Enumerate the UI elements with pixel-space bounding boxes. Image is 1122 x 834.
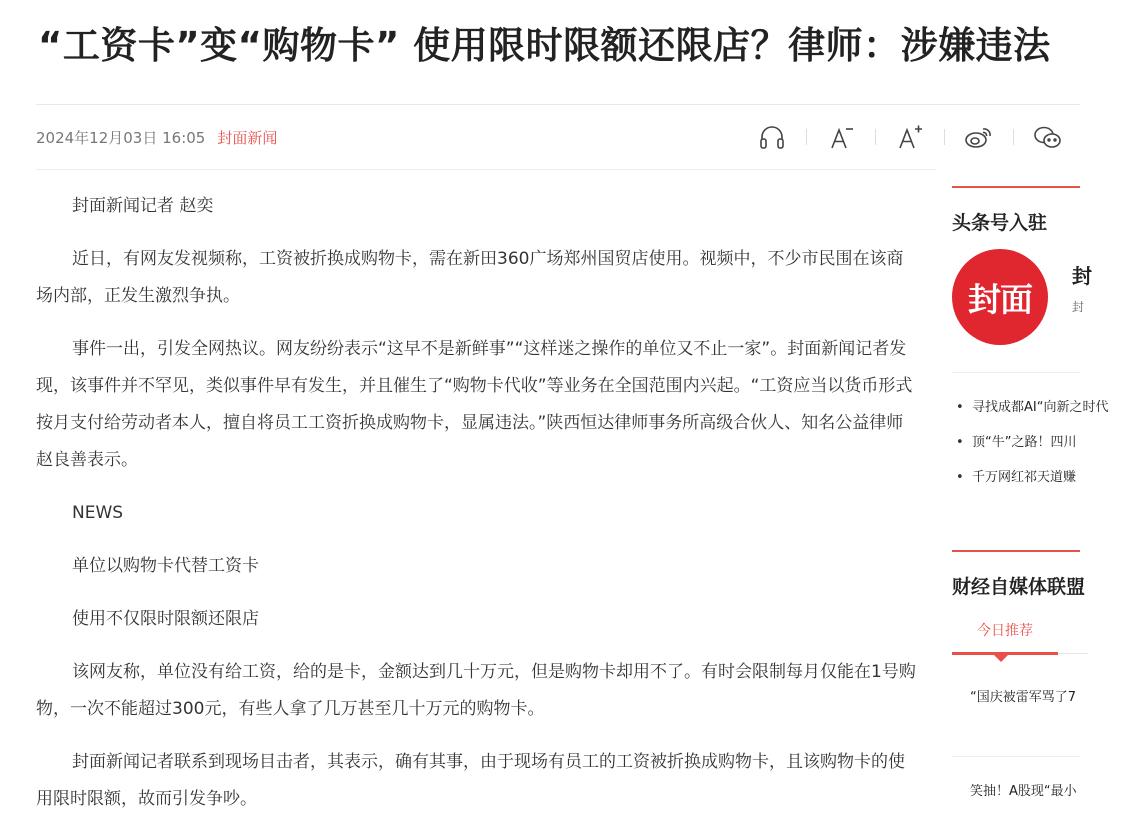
- feed-item[interactable]: 笑抽！A股现“最小: [970, 784, 1077, 799]
- headphones-icon[interactable]: [755, 120, 789, 154]
- feed-item[interactable]: “国庆被雷军骂了7: [970, 690, 1077, 705]
- article-meta: [36, 127, 277, 148]
- font-decrease-icon[interactable]: [824, 120, 858, 154]
- toolbar-separator: [944, 129, 945, 145]
- account-name[interactable]: 封: [1072, 264, 1092, 288]
- account-desc: 封: [1072, 300, 1085, 314]
- sidebar-accent-rule: [952, 550, 1080, 552]
- article-paragraph: 该网友称，单位没有给工资，给的是卡，金额达到几十万元，但是购物卡却用不了。有时会限制每月仅能在1号购物，一次不能超过300元，有些人拿了几万甚至几十万元的购物卡。: [36, 662, 916, 719]
- article-toolbar: [755, 120, 1065, 154]
- weibo-icon[interactable]: [962, 120, 996, 154]
- toolbar-separator: [875, 129, 876, 145]
- article-byline: 封面新闻记者 赵奕: [72, 196, 214, 216]
- font-increase-icon[interactable]: [893, 120, 927, 154]
- meta-divider: [36, 169, 936, 170]
- source-link[interactable]: 封面新闻: [217, 129, 278, 147]
- alliance-heading: 财经自媒体联盟: [952, 576, 1086, 598]
- news-item[interactable]: • 寻找成都AI“向新之时代: [952, 396, 1122, 420]
- section-heading: 单位以购物卡代替工资卡: [72, 556, 259, 576]
- news-item[interactable]: • 顶“牛”之路！四川: [952, 431, 1122, 455]
- toutiao-news-list: [952, 396, 1122, 501]
- title-divider: [36, 104, 1080, 105]
- sidebar-accent-rule: [952, 186, 1080, 188]
- tab-today-recommend[interactable]: 今日推荐: [952, 620, 1058, 655]
- account-logo[interactable]: 封面: [952, 249, 1048, 345]
- section-heading: 使用不仅限时限额还限店: [72, 609, 259, 629]
- publish-date: 2024年12月03日 16:05: [36, 129, 206, 147]
- article-paragraph: 近日，有网友发视频称，工资被折换成购物卡，需在新田360广场郑州国贸店使用。视频中，不少市民围在该商场内部，正发生激烈争执。: [36, 249, 904, 306]
- feed-divider: [952, 756, 1080, 757]
- article-paragraph: 事件一出，引发全网热议。网友纷纷表示“这早不是新鲜事”“这样迷之操作的单位又不止一家”。封面新闻记者发现，该事件并不罕见，类似事件早有发生，并且催生了“购物卡代收”等业务在全国范围内兴起。“工资应当以货币形式按月支付给劳动者本人，擅自将员工工资折换成购物卡，显属违法。”陕西恒达律师事务所高级合伙人、知名公益律师赵良善表示。: [36, 339, 913, 470]
- article-title: “工资卡”变“购物卡” 使用限时限额还限店？律师：涉嫌违法: [38, 24, 1051, 67]
- toutiao-heading: 头条号入驻: [952, 212, 1048, 234]
- article-paragraph: 封面新闻记者联系到现场目击者，其表示，确有其事，由于现场有员工的工资被折换成购物卡，且该购物卡的使用限时限额，故而引发争吵。: [36, 752, 905, 809]
- tab-baseline: [1058, 653, 1088, 654]
- toolbar-separator: [1013, 129, 1014, 145]
- sidebar: [952, 186, 1109, 813]
- toolbar-separator: [806, 129, 807, 145]
- wechat-icon[interactable]: [1031, 120, 1065, 154]
- news-item[interactable]: • 千万网红祁天道赚: [952, 466, 1122, 490]
- section-label: NEWS: [72, 503, 124, 523]
- sidebar-divider: [952, 372, 1080, 373]
- article-body: [36, 188, 916, 834]
- tab-indicator-icon: [994, 655, 1008, 662]
